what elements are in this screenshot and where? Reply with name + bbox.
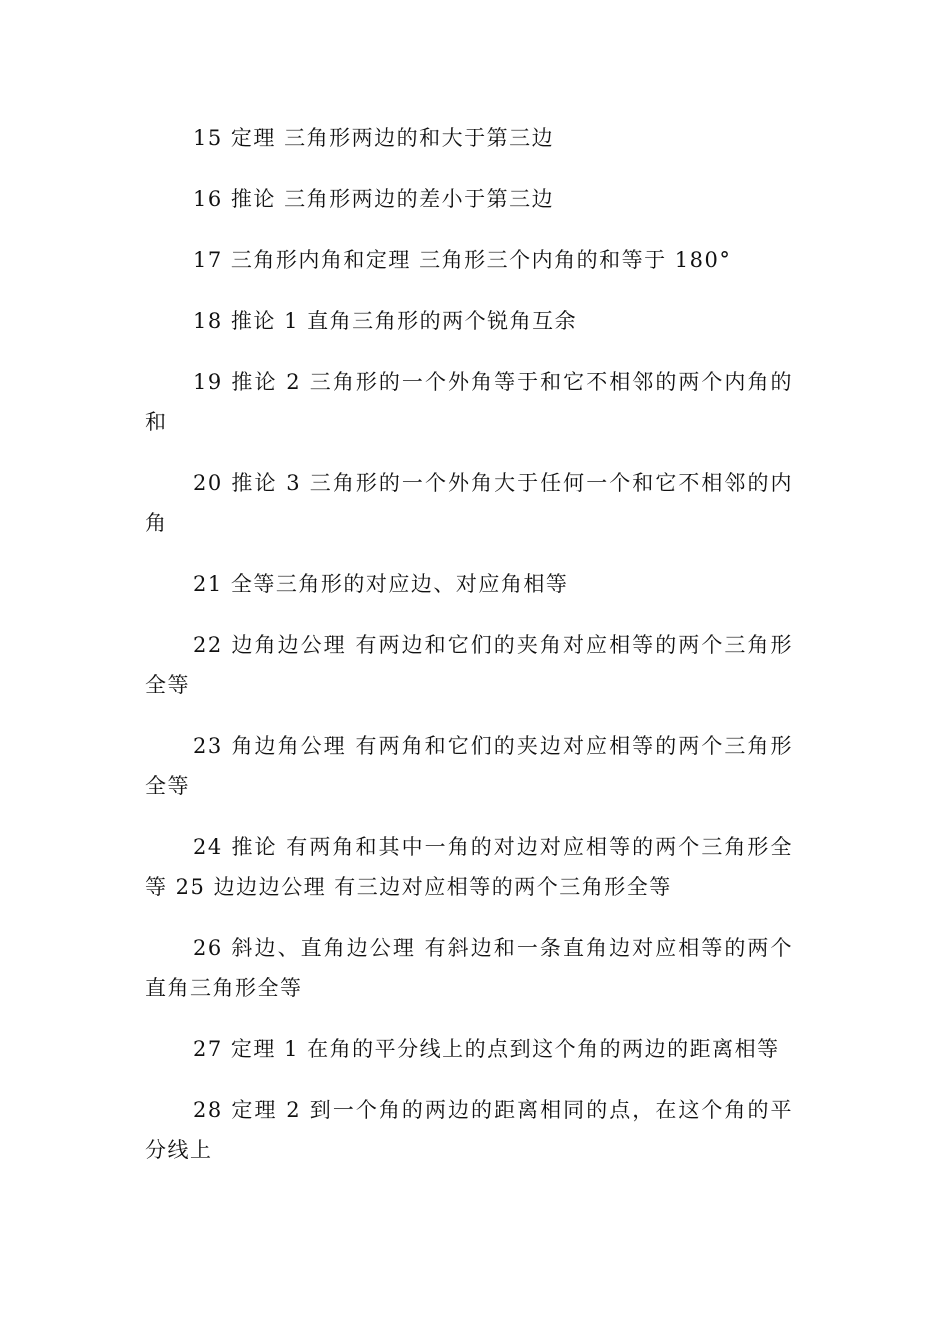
paragraph-22: 22 边角边公理 有两边和它们的夹角对应相等的两个三角形全等 [145, 633, 793, 697]
paragraph-15: 15 定理 三角形两边的和大于第三边 [193, 126, 555, 150]
paragraph-24-25: 24 推论 有两角和其中一角的对边对应相等的两个三角形全等 25 边边边公理 有三边对应相等的两个三角形全等 [145, 835, 793, 899]
paragraph-27: 27 定理 1 在角的平分线上的点到这个角的两边的距离相等 [193, 1037, 780, 1061]
paragraph-23: 23 角边角公理 有两角和它们的夹边对应相等的两个三角形全等 [145, 734, 793, 798]
paragraph-28: 28 定理 2 到一个角的两边的距离相同的点，在这个角的平分线上 [145, 1098, 793, 1162]
document-body [145, 118, 793, 1191]
paragraph-16: 16 推论 三角形两边的差小于第三边 [193, 187, 555, 211]
paragraph-26: 26 斜边、直角边公理 有斜边和一条直角边对应相等的两个直角三角形全等 [145, 936, 793, 1000]
paragraph-17: 17 三角形内角和定理 三角形三个内角的和等于 180° [193, 248, 732, 272]
paragraph-20: 20 推论 3 三角形的一个外角大于任何一个和它不相邻的内角 [145, 471, 793, 535]
paragraph-18: 18 推论 1 直角三角形的两个锐角互余 [193, 309, 578, 333]
paragraph-19: 19 推论 2 三角形的一个外角等于和它不相邻的两个内角的和 [145, 370, 793, 434]
paragraph-21: 21 全等三角形的对应边、对应角相等 [193, 572, 569, 596]
